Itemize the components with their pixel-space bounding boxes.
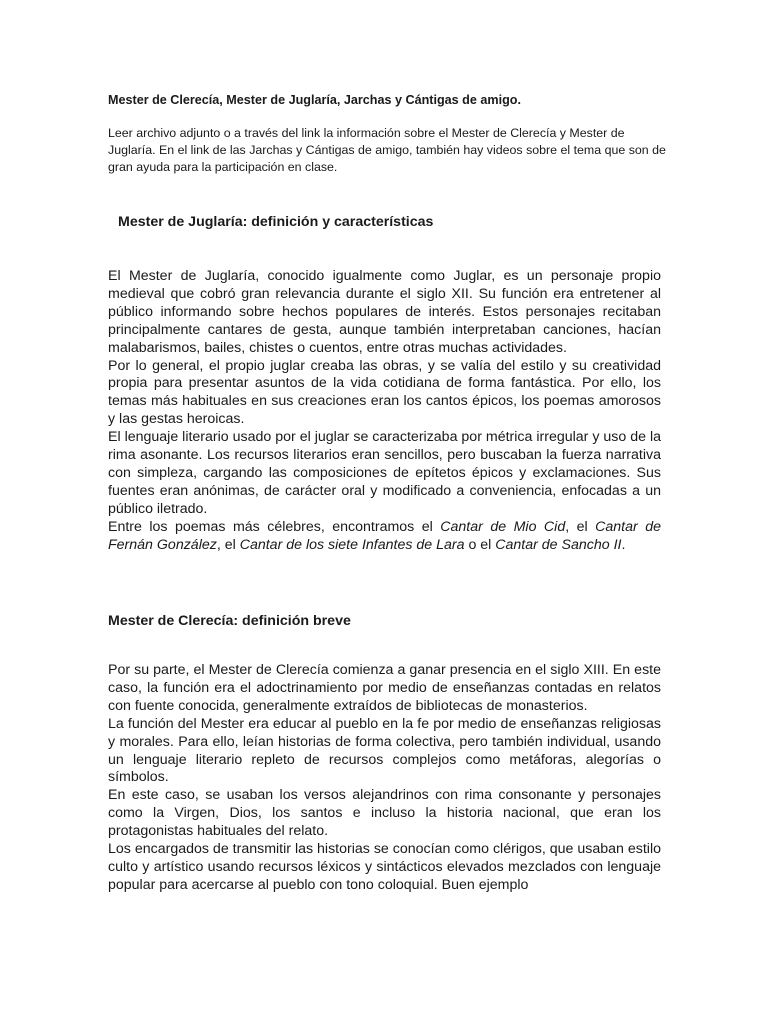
juglaria-paragraph-2: Por lo general, el propio juglar creaba las obras, y se valía del estilo y su creatividad propia para presentar asuntos de la vida cotidiana de forma fantástica. Por ello, los temas más habituales en sus creaciones eran los cantos épicos, los poemas amorosos y las gestas heroicas. [108,357,661,428]
p4-text-2: , el [565,518,596,535]
p4-text-5: . [621,536,626,553]
work-title-mio-cid: Cantar de Mio Cid [440,518,566,535]
clerecia-heading: Mester de Clerecía: definición breve [108,613,351,629]
p4-text-4: o el [464,536,496,553]
p4-text-3: , el [216,536,240,553]
clerecia-paragraph-1: Por su parte, el Mester de Clerecía comienza a ganar presencia en el siglo XIII. En este caso, la función era el adoctrinamiento por medio de enseñanzas contadas en relatos con fuente conocida, generalmente extraídos de bibliotecas de monasterios. [108,662,661,714]
clerecia-section [108,662,661,895]
p4-text-1: Entre los poemas más célebres, encontramos el [108,518,441,535]
clerecia-paragraph-3: En este caso, se usaban los versos alejandrinos con rima consonante y personajes como la Virgen, Dios, los santos e incluso la historia nacional, que eran los protagonistas habituales del relato. [108,787,661,840]
clerecia-paragraph-2: La función del Mester era educar al pueblo en la fe por medio de enseñanzas religiosas y morales. Para ello, leían historias de forma colectiva, pero también individual, usando un lenguaje literario repleto de recursos complejos como metáforas, alegorías o símbolos. [108,715,661,786]
work-title-infantes-de-lara: Cantar de los siete Infantes de Lara [239,536,465,553]
work-title-fernan-gonzalez: Cantar de Fernán González [108,518,661,553]
juglaria-paragraph-4 [108,519,661,555]
clerecia-paragraph-4: Los encargados de transmitir las historias se conocían como clérigos, que usaban estilo culto y artístico usando recursos léxicos y sintácticos elevados mezclados con lenguaje popular para acercarse al pueblo con tono coloquial. Buen ejemplo [108,841,661,893]
juglaria-heading: Mester de Juglaría: definición y características [118,214,434,230]
juglaria-section [108,268,661,555]
work-title-sancho-ii: Cantar de Sancho II [495,536,622,553]
intro-paragraph: Leer archivo adjunto o a través del link la información sobre el Mester de Clerecía y Mester de Juglaría. En el link de las Jarchas y Cántigas de amigo, también hay videos sobre el tema que son de gran ayuda para la participación en clase. [108,126,666,174]
juglaria-paragraph-3: El lenguaje literario usado por el juglar se caracterizaba por métrica irregular y uso de la rima asonante. Los recursos literarios eran sencillos, pero buscaban la fuerza narrativa con simpleza, cargando las composiciones de epítetos épicos y exclamaciones. Sus fuentes eran anónimas, de carácter oral y modificado a conveniencia, enfocadas a un público iletrado. [108,429,661,517]
juglaria-paragraph-1: El Mester de Juglaría, conocido igualmente como Juglar, es un personaje propio medieval que cobró gran relevancia durante el siglo XII. Su función era entretener al público informando sobre hechos populares de interés. Estos personajes recitaban principalmente cantares de gesta, aunque también interpretaban canciones, hacían malabarismos, bailes, chistes o cuentos, entre otras muchas actividades. [108,268,661,356]
document-title: Mester de Clerecía, Mester de Juglaría, Jarchas y Cántigas de amigo. [108,93,521,107]
